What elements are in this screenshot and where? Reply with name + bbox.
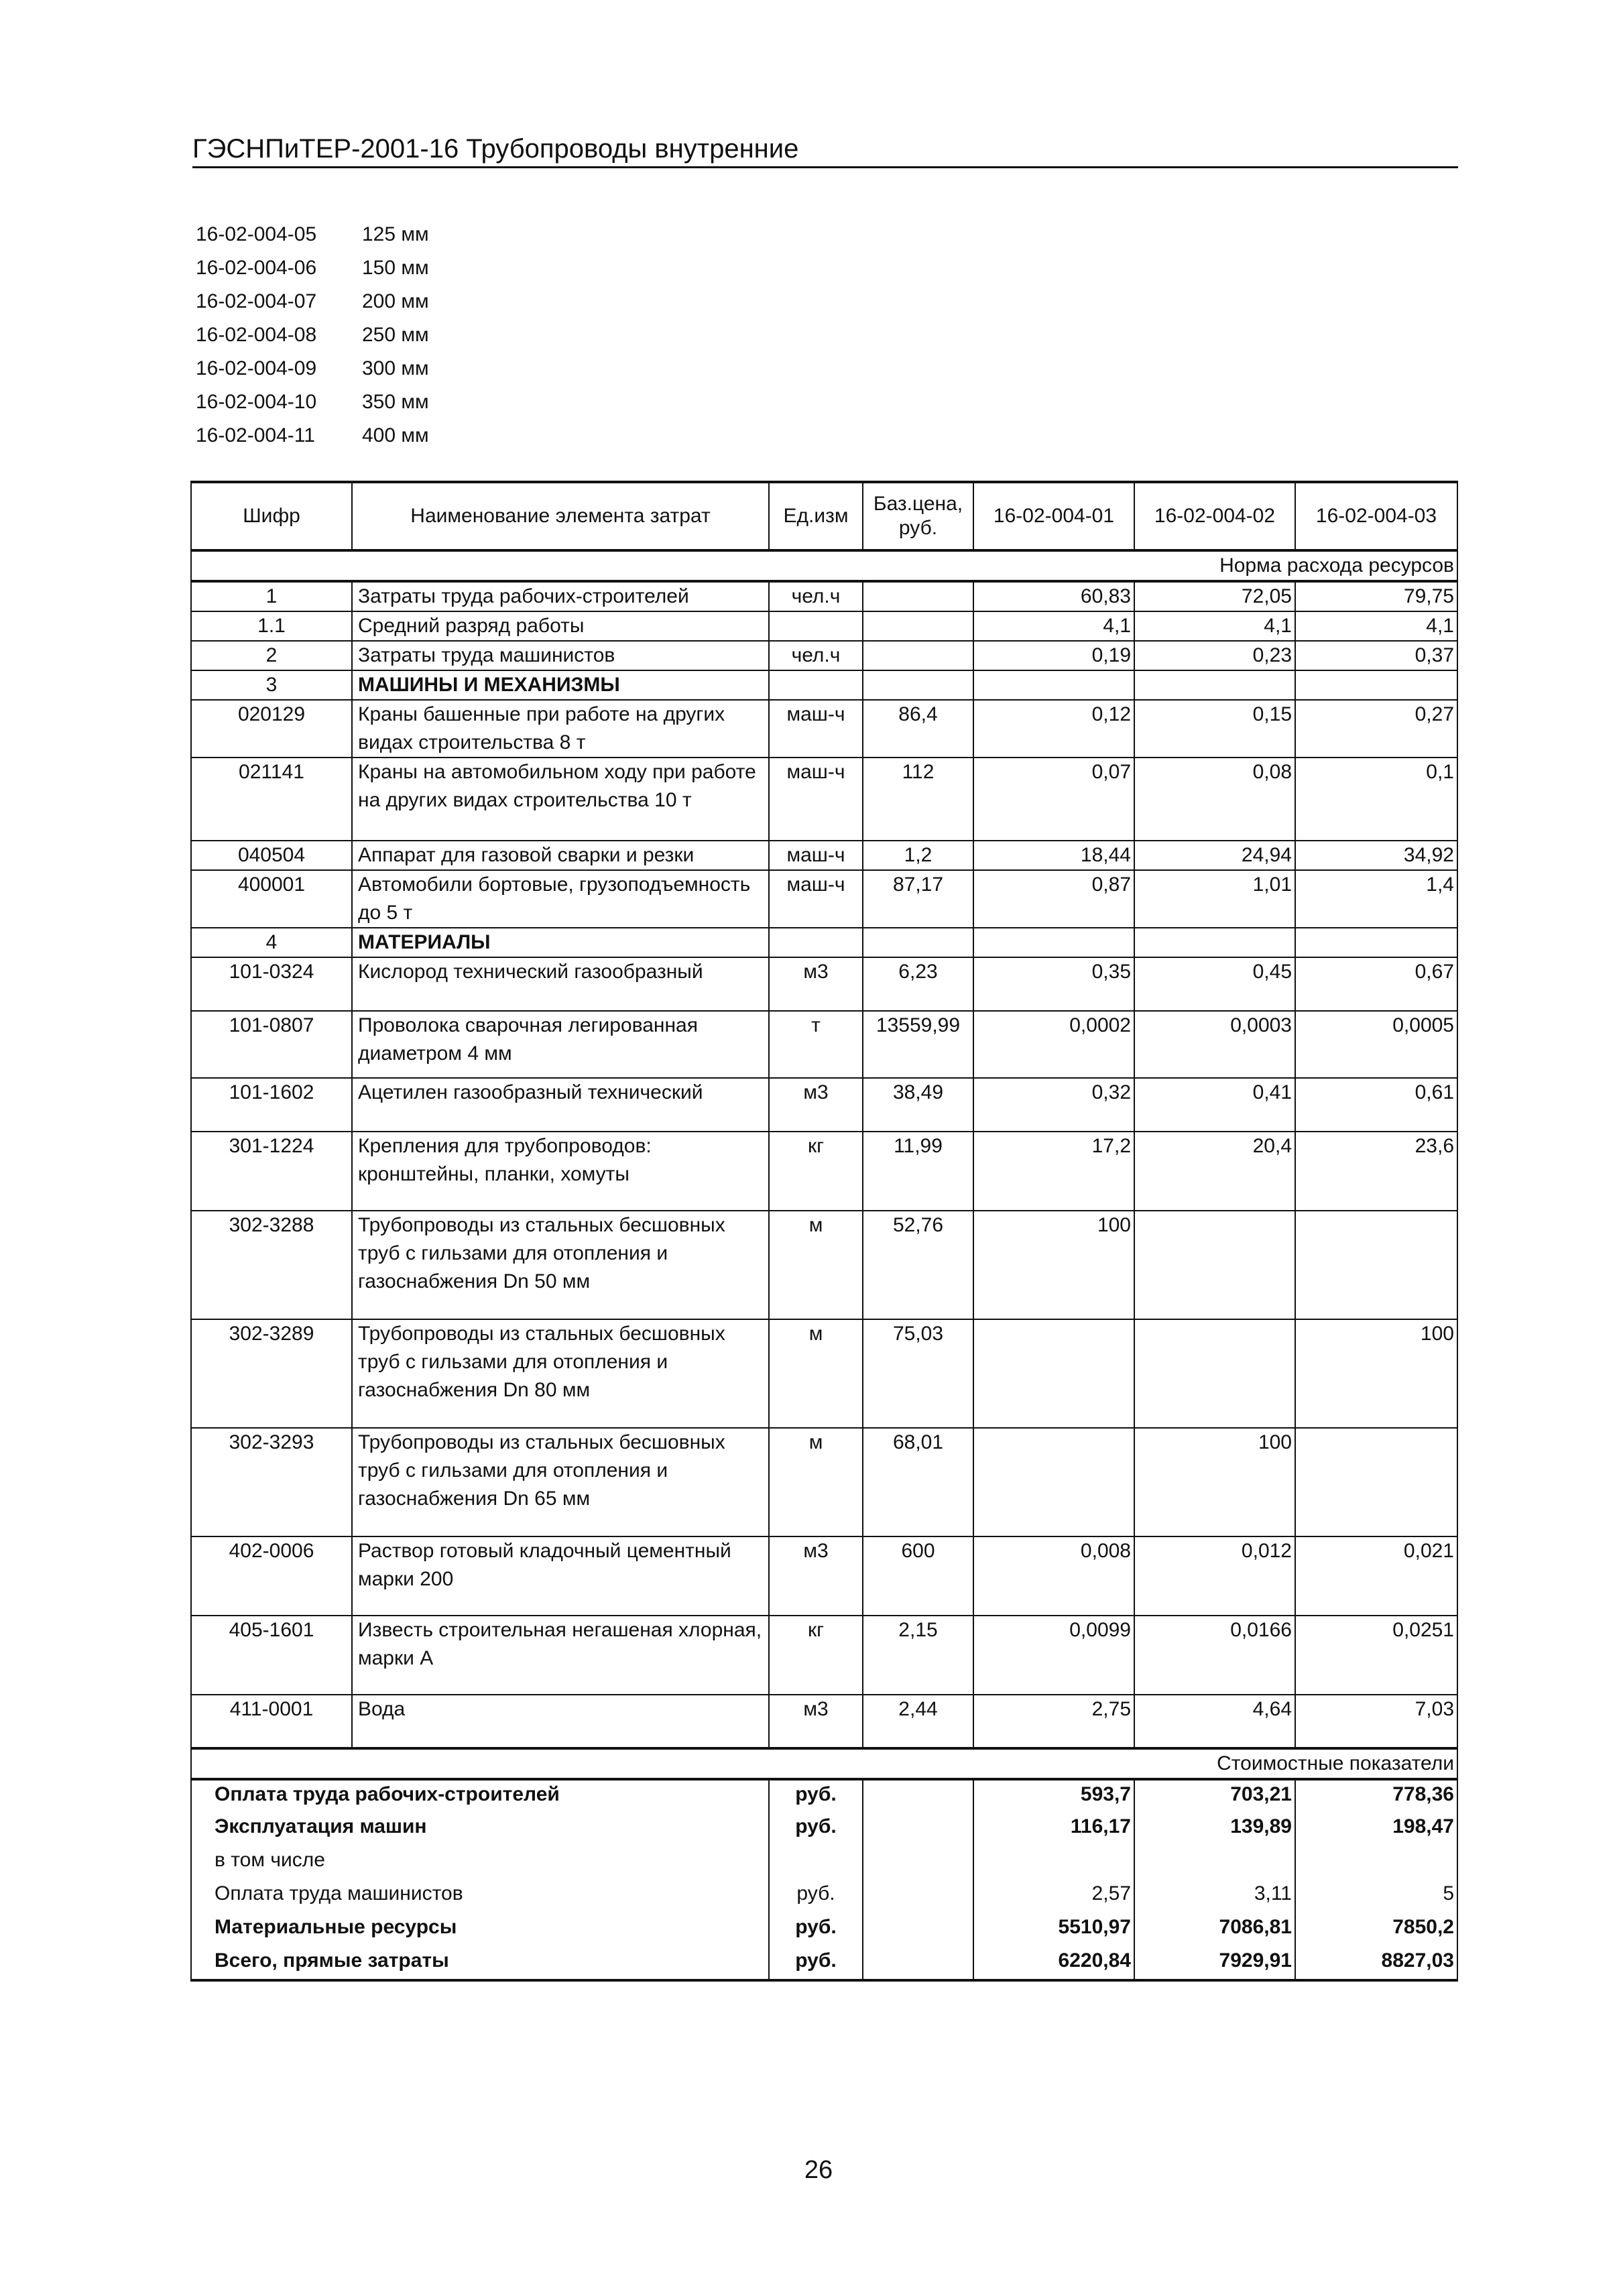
cost-value-3: 7850,2 (1295, 1913, 1457, 1947)
cost-rows (191, 1779, 1457, 1980)
row-value-1: 0,0099 (973, 1616, 1134, 1695)
row-value-1: 0,19 (973, 641, 1134, 670)
cost-value-3: 5 (1295, 1880, 1457, 1913)
cost-unit (769, 1846, 863, 1880)
row-price: 2,15 (863, 1616, 973, 1695)
table-row (191, 1319, 1457, 1428)
row-price: 6,23 (863, 957, 973, 1011)
row-value-1 (973, 670, 1134, 700)
table-row (191, 870, 1457, 928)
row-unit: м (769, 1319, 863, 1428)
row-value-2 (1134, 928, 1295, 957)
row-price: 1,2 (863, 841, 973, 870)
cost-row (191, 1947, 1457, 1980)
row-unit (769, 928, 863, 957)
row-name: Вода (352, 1695, 769, 1748)
cost-unit: руб. (769, 1880, 863, 1913)
row-value-1: 4,1 (973, 611, 1134, 641)
row-value-1: 17,2 (973, 1132, 1134, 1211)
row-value-3: 0,0251 (1295, 1616, 1457, 1695)
row-unit: т (769, 1011, 863, 1078)
code-list-item (196, 285, 429, 318)
row-value-2: 0,41 (1134, 1078, 1295, 1132)
cost-unit: руб. (769, 1779, 863, 1813)
table-row (191, 700, 1457, 758)
cost-row (191, 1913, 1457, 1947)
row-code: 402-0006 (191, 1536, 352, 1616)
row-value-2: 1,01 (1134, 870, 1295, 928)
cost-value-2: 7086,81 (1134, 1913, 1295, 1947)
row-code: 040504 (191, 841, 352, 870)
row-value-2: 72,05 (1134, 581, 1295, 611)
row-value-2: 100 (1134, 1428, 1295, 1536)
row-value-3: 4,1 (1295, 611, 1457, 641)
cost-unit: руб. (769, 1813, 863, 1846)
row-unit: м (769, 1211, 863, 1319)
code: 16-02-004-05 (196, 223, 317, 245)
code-list-item (196, 318, 429, 352)
table-row (191, 1428, 1457, 1536)
row-value-3: 7,03 (1295, 1695, 1457, 1748)
row-price: 600 (863, 1536, 973, 1616)
row-value-3: 1,4 (1295, 870, 1457, 928)
row-unit (769, 611, 863, 641)
row-value-1: 0,008 (973, 1536, 1134, 1616)
row-price: 75,03 (863, 1319, 973, 1428)
row-value-2: 4,64 (1134, 1695, 1295, 1748)
row-value-3: 0,27 (1295, 700, 1457, 758)
row-name: Затраты труда рабочих-строителей (352, 581, 769, 611)
code-list-item (196, 251, 429, 285)
row-value-2: 0,15 (1134, 700, 1295, 758)
row-value-2: 24,94 (1134, 841, 1295, 870)
row-code: 302-3289 (191, 1319, 352, 1428)
cost-row (191, 1846, 1457, 1880)
code-list-item (196, 352, 429, 385)
row-value-3 (1295, 1211, 1457, 1319)
row-code: 1.1 (191, 611, 352, 641)
row-code: 302-3293 (191, 1428, 352, 1536)
row-price (863, 611, 973, 641)
row-name: Трубопроводы из стальных бесшовных труб с гильзами для отопления и газоснабжения Dn 80 мм (352, 1319, 769, 1428)
row-price: 52,76 (863, 1211, 973, 1319)
row-name: Краны башенные при работе на других видах строительства 8 т (352, 700, 769, 758)
size: 400 мм (362, 424, 429, 446)
size: 125 мм (362, 223, 429, 245)
cost-value-2: 3,11 (1134, 1880, 1295, 1913)
row-price: 13559,99 (863, 1011, 973, 1078)
row-unit: кг (769, 1132, 863, 1211)
size: 350 мм (362, 391, 429, 413)
row-price: 11,99 (863, 1132, 973, 1211)
cost-value-2: 703,21 (1134, 1779, 1295, 1813)
row-name: Кислород технический газообразный (352, 957, 769, 1011)
cost-unit: руб. (769, 1913, 863, 1947)
cost-value-2 (1134, 1846, 1295, 1880)
header-price (863, 482, 973, 550)
row-name: Крепления для трубопроводов: кронштейны, планки, хомуты (352, 1132, 769, 1211)
cost-price-empty (863, 1913, 973, 1947)
row-value-3: 0,1 (1295, 758, 1457, 841)
row-name: Затраты труда машинистов (352, 641, 769, 670)
row-price: 68,01 (863, 1428, 973, 1536)
cost-price-empty (863, 1779, 973, 1813)
row-value-3: 100 (1295, 1319, 1457, 1428)
cost-name: в том числе (191, 1846, 769, 1880)
row-code: 400001 (191, 870, 352, 928)
row-name: Раствор готовый кладочный цементный марки 200 (352, 1536, 769, 1616)
row-name: Ацетилен газообразный технический (352, 1078, 769, 1132)
table-row (191, 670, 1457, 700)
row-unit: чел.ч (769, 641, 863, 670)
row-value-2 (1134, 670, 1295, 700)
row-price (863, 670, 973, 700)
header-code: Шифр (191, 482, 352, 550)
cost-row (191, 1813, 1457, 1846)
row-unit: м3 (769, 1536, 863, 1616)
code: 16-02-004-10 (196, 391, 317, 413)
cost-value-1: 6220,84 (973, 1947, 1134, 1980)
cost-value-3 (1295, 1846, 1457, 1880)
header-name: Наименование элемента затрат (352, 482, 769, 550)
row-price: 112 (863, 758, 973, 841)
row-value-3: 0,37 (1295, 641, 1457, 670)
cost-value-1: 5510,97 (973, 1913, 1134, 1947)
header-unit: Ед.изм (769, 482, 863, 550)
row-unit: м3 (769, 957, 863, 1011)
row-value-3: 0,67 (1295, 957, 1457, 1011)
table-row (191, 1616, 1457, 1695)
cost-unit: руб. (769, 1947, 863, 1980)
row-price: 38,49 (863, 1078, 973, 1132)
table-row (191, 1132, 1457, 1211)
table-row (191, 1078, 1457, 1132)
size: 150 мм (362, 257, 429, 279)
row-value-2 (1134, 1211, 1295, 1319)
cost-value-1 (973, 1846, 1134, 1880)
row-value-3: 23,6 (1295, 1132, 1457, 1211)
cost-value-2: 7929,91 (1134, 1947, 1295, 1980)
row-value-1: 0,32 (973, 1078, 1134, 1132)
row-value-1 (973, 1428, 1134, 1536)
table-row (191, 928, 1457, 957)
row-value-3: 79,75 (1295, 581, 1457, 611)
row-code: 4 (191, 928, 352, 957)
section-cost-row (191, 1748, 1457, 1779)
row-price (863, 928, 973, 957)
section-norm-row (191, 550, 1457, 581)
row-code: 101-0807 (191, 1011, 352, 1078)
table-row (191, 641, 1457, 670)
row-value-1: 0,87 (973, 870, 1134, 928)
cost-name: Материальные ресурсы (191, 1913, 769, 1947)
row-code: 020129 (191, 700, 352, 758)
norm-label: Норма расхода ресурсов (191, 550, 1457, 581)
row-value-1 (973, 1319, 1134, 1428)
cost-name: Оплата труда рабочих-строителей (191, 1779, 769, 1813)
row-value-3 (1295, 1428, 1457, 1536)
row-name: Проволока сварочная легированная диаметром 4 мм (352, 1011, 769, 1078)
cost-row (191, 1880, 1457, 1913)
row-unit: маш-ч (769, 841, 863, 870)
row-value-1: 18,44 (973, 841, 1134, 870)
code: 16-02-004-08 (196, 324, 317, 346)
row-name: Трубопроводы из стальных бесшовных труб с гильзами для отопления и газоснабжения Dn 50 мм (352, 1211, 769, 1319)
row-value-2: 0,08 (1134, 758, 1295, 841)
table-row (191, 758, 1457, 841)
row-value-3: 0,61 (1295, 1078, 1457, 1132)
code-list-item (196, 385, 429, 419)
row-value-1: 0,07 (973, 758, 1134, 841)
code-list-item (196, 218, 429, 251)
row-unit: кг (769, 1616, 863, 1695)
row-price (863, 641, 973, 670)
cost-label: Стоимостные показатели (191, 1748, 1457, 1779)
table-row (191, 1695, 1457, 1748)
cost-price-empty (863, 1947, 973, 1980)
row-value-2: 0,0003 (1134, 1011, 1295, 1078)
table-row (191, 611, 1457, 641)
page-number: 26 (804, 2156, 833, 2184)
header-price-line2: руб. (898, 517, 938, 539)
cost-value-3: 198,47 (1295, 1813, 1457, 1846)
row-code: 3 (191, 670, 352, 700)
row-value-1 (973, 928, 1134, 957)
row-name: Краны на автомобильном ходу при работе на других видах строительства 10 т (352, 758, 769, 841)
header-col-1: 16-02-004-01 (973, 482, 1134, 550)
row-unit: м3 (769, 1695, 863, 1748)
code: 16-02-004-06 (196, 257, 317, 279)
row-price (863, 581, 973, 611)
row-unit: маш-ч (769, 758, 863, 841)
table-row (191, 1011, 1457, 1078)
row-code: 021141 (191, 758, 352, 841)
header-rule (192, 166, 1458, 168)
row-code: 405-1601 (191, 1616, 352, 1695)
cost-name: Эксплуатация машин (191, 1813, 769, 1846)
row-name: Аппарат для газовой сварки и резки (352, 841, 769, 870)
table-row (191, 841, 1457, 870)
cost-value-1: 593,7 (973, 1779, 1134, 1813)
row-value-2: 0,012 (1134, 1536, 1295, 1616)
row-value-3: 0,021 (1295, 1536, 1457, 1616)
row-unit: м (769, 1428, 863, 1536)
row-code: 1 (191, 581, 352, 611)
table-row (191, 581, 1457, 611)
code: 16-02-004-07 (196, 290, 317, 312)
table-row (191, 1536, 1457, 1616)
cost-price-empty (863, 1813, 973, 1846)
header-row (191, 482, 1457, 550)
row-value-2: 4,1 (1134, 611, 1295, 641)
row-code: 101-0324 (191, 957, 352, 1011)
row-price: 86,4 (863, 700, 973, 758)
row-value-1: 0,0002 (973, 1011, 1134, 1078)
row-value-2 (1134, 1319, 1295, 1428)
code-size-list (196, 218, 429, 452)
row-value-1: 100 (973, 1211, 1134, 1319)
row-value-1: 0,12 (973, 700, 1134, 758)
running-header: ГЭСНПиТЕР-2001-16 Трубопроводы внутренние (192, 134, 799, 164)
row-unit: маш-ч (769, 700, 863, 758)
row-value-1: 2,75 (973, 1695, 1134, 1748)
header-price-line1: Баз.цена, (873, 493, 963, 515)
code-list-item (196, 419, 429, 452)
cost-value-2: 139,89 (1134, 1813, 1295, 1846)
header-col-3: 16-02-004-03 (1295, 482, 1457, 550)
cost-name: Оплата труда машинистов (191, 1880, 769, 1913)
row-value-1: 60,83 (973, 581, 1134, 611)
cost-value-3: 8827,03 (1295, 1947, 1457, 1980)
row-name: Средний разряд работы (352, 611, 769, 641)
row-code: 2 (191, 641, 352, 670)
row-unit: м3 (769, 1078, 863, 1132)
table-row (191, 1211, 1457, 1319)
header-col-2: 16-02-004-02 (1134, 482, 1295, 550)
code: 16-02-004-09 (196, 357, 317, 379)
row-code: 301-1224 (191, 1132, 352, 1211)
row-code: 411-0001 (191, 1695, 352, 1748)
row-unit: маш-ч (769, 870, 863, 928)
code: 16-02-004-11 (196, 424, 315, 446)
row-value-3 (1295, 670, 1457, 700)
cost-price-empty (863, 1846, 973, 1880)
cost-name: Всего, прямые затраты (191, 1947, 769, 1980)
row-name: Известь строительная негашеная хлорная, марки А (352, 1616, 769, 1695)
row-value-2: 20,4 (1134, 1132, 1295, 1211)
row-price: 87,17 (863, 870, 973, 928)
row-name: Трубопроводы из стальных бесшовных труб с гильзами для отопления и газоснабжения Dn 65 мм (352, 1428, 769, 1536)
size: 200 мм (362, 290, 429, 312)
row-code: 101-1602 (191, 1078, 352, 1132)
cost-price-empty (863, 1880, 973, 1913)
cost-value-1: 116,17 (973, 1813, 1134, 1846)
row-price: 2,44 (863, 1695, 973, 1748)
row-value-2: 0,0166 (1134, 1616, 1295, 1695)
row-unit (769, 670, 863, 700)
row-unit: чел.ч (769, 581, 863, 611)
row-value-1: 0,35 (973, 957, 1134, 1011)
table-row (191, 957, 1457, 1011)
row-value-3: 34,92 (1295, 841, 1457, 870)
size: 300 мм (362, 357, 429, 379)
row-value-2: 0,23 (1134, 641, 1295, 670)
row-name: Автомобили бортовые, грузоподъемность до 5 т (352, 870, 769, 928)
resource-table (190, 481, 1458, 1982)
row-value-3: 0,0005 (1295, 1011, 1457, 1078)
row-value-2: 0,45 (1134, 957, 1295, 1011)
row-name: МАТЕРИАЛЫ (352, 928, 769, 957)
cost-row (191, 1779, 1457, 1813)
row-name: МАШИНЫ И МЕХАНИЗМЫ (352, 670, 769, 700)
size: 250 мм (362, 324, 429, 346)
row-code: 302-3288 (191, 1211, 352, 1319)
row-value-3 (1295, 928, 1457, 957)
resource-rows (191, 581, 1457, 1748)
cost-value-1: 2,57 (973, 1880, 1134, 1913)
cost-value-3: 778,36 (1295, 1779, 1457, 1813)
